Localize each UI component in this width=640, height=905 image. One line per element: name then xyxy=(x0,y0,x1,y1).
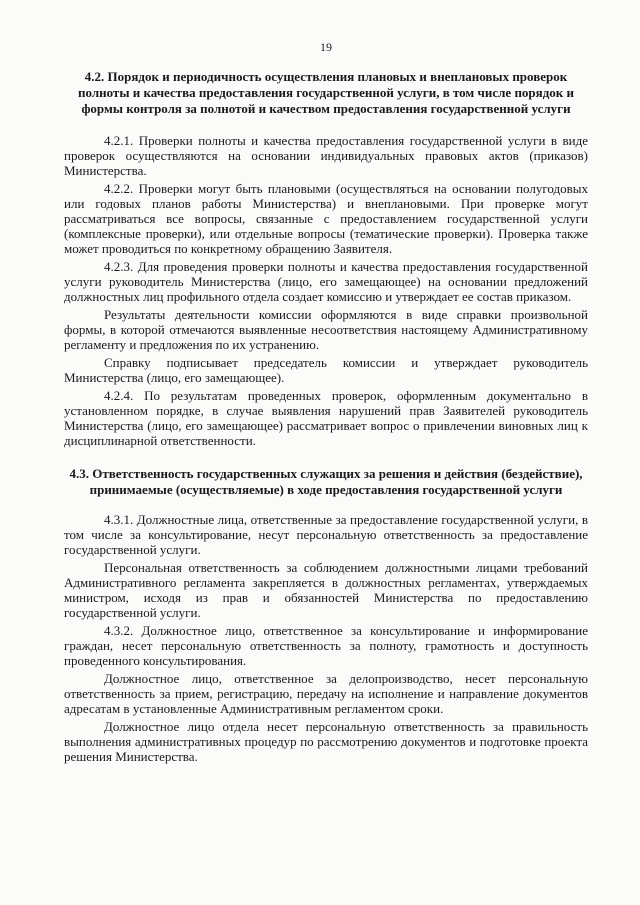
paragraph: 4.2.1. Проверки полноты и качества предоставления государственной услуги в виде проверок осуществляются на основании индивидуальных правовых актов (приказов) Министерства. xyxy=(64,133,588,178)
section-heading: 4.3. Ответственность государственных служащих за решения и действия (бездействие), принимаемые (осуществляемые) в ходе предоставления государственной услуги xyxy=(69,466,583,497)
section-4-2 xyxy=(64,69,588,448)
paragraph: Результаты деятельности комиссии оформляются в виде справки произвольной формы, в которой отмечаются выявленные несоответствия настоящему Административному регламенту и предложения по их устранению. xyxy=(64,307,588,352)
section-4-3 xyxy=(64,466,588,764)
page-number: 19 xyxy=(320,40,332,54)
paragraph: 4.2.4. По результатам проведенных проверок, оформленным документально в установленном порядке, в случае выявления нарушений прав Заявителей руководитель Министерства (лицо, его замещающее) рассматривает вопрос о привлечении виновных лиц к дисциплинарной ответственности. xyxy=(64,388,588,448)
section-heading: 4.2. Порядок и периодичность осуществления плановых и внеплановых проверок полноты и качества предоставления государственной услуги, в том числе порядок и формы контроля за полнотой и качеством предоставления государственной услуги xyxy=(78,69,574,116)
paragraph: Справку подписывает председатель комиссии и утверждает руководитель Министерства (лицо, его замещающее). xyxy=(64,355,588,385)
paragraph: Должностное лицо, ответственное за делопроизводство, несет персональную ответственность за прием, регистрацию, передачу на исполнение и направление документов адресатам в установленные Административным регламентом сроки. xyxy=(64,671,588,716)
paragraph: 4.3.2. Должностное лицо, ответственное за консультирование и информирование граждан, несет персональную ответственность за полноту, грамотность и доступность проведенного консультирования. xyxy=(64,623,588,668)
paragraph: 4.2.3. Для проведения проверки полноты и качества предоставления государственной услуги руководитель Министерства (лицо, его замещающее) на основании предложений должностных лиц профильного отдела создает комиссию и утверждает ее состав приказом. xyxy=(64,259,588,304)
paragraph: Персональная ответственность за соблюдением должностными лицами требований Административного регламента закрепляется в должностных регламентах, утверждаемых министром, исходя из прав и обязанностей Министерства по предоставлению государственной услуги. xyxy=(64,560,588,620)
paragraph: 4.3.1. Должностные лица, ответственные за предоставление государственной услуги, в том числе за консультирование, несут персональную ответственность за предоставление государственной услуги. xyxy=(64,512,588,557)
paragraph: Должностное лицо отдела несет персональную ответственность за правильность выполнения административных процедур по рассмотрению документов и подготовке проекта решения Министерства. xyxy=(64,719,588,764)
paragraph: 4.2.2. Проверки могут быть плановыми (осуществляться на основании полугодовых или годовых планов работы Министерства) и внеплановыми. При проверке могут рассматриваться все вопросы, связанные с предоставлением государственной услуги (комплексные проверки), или отдельные вопросы (тематические проверки). Проверка также может проводиться по конкретному обращению Заявителя. xyxy=(64,181,588,256)
